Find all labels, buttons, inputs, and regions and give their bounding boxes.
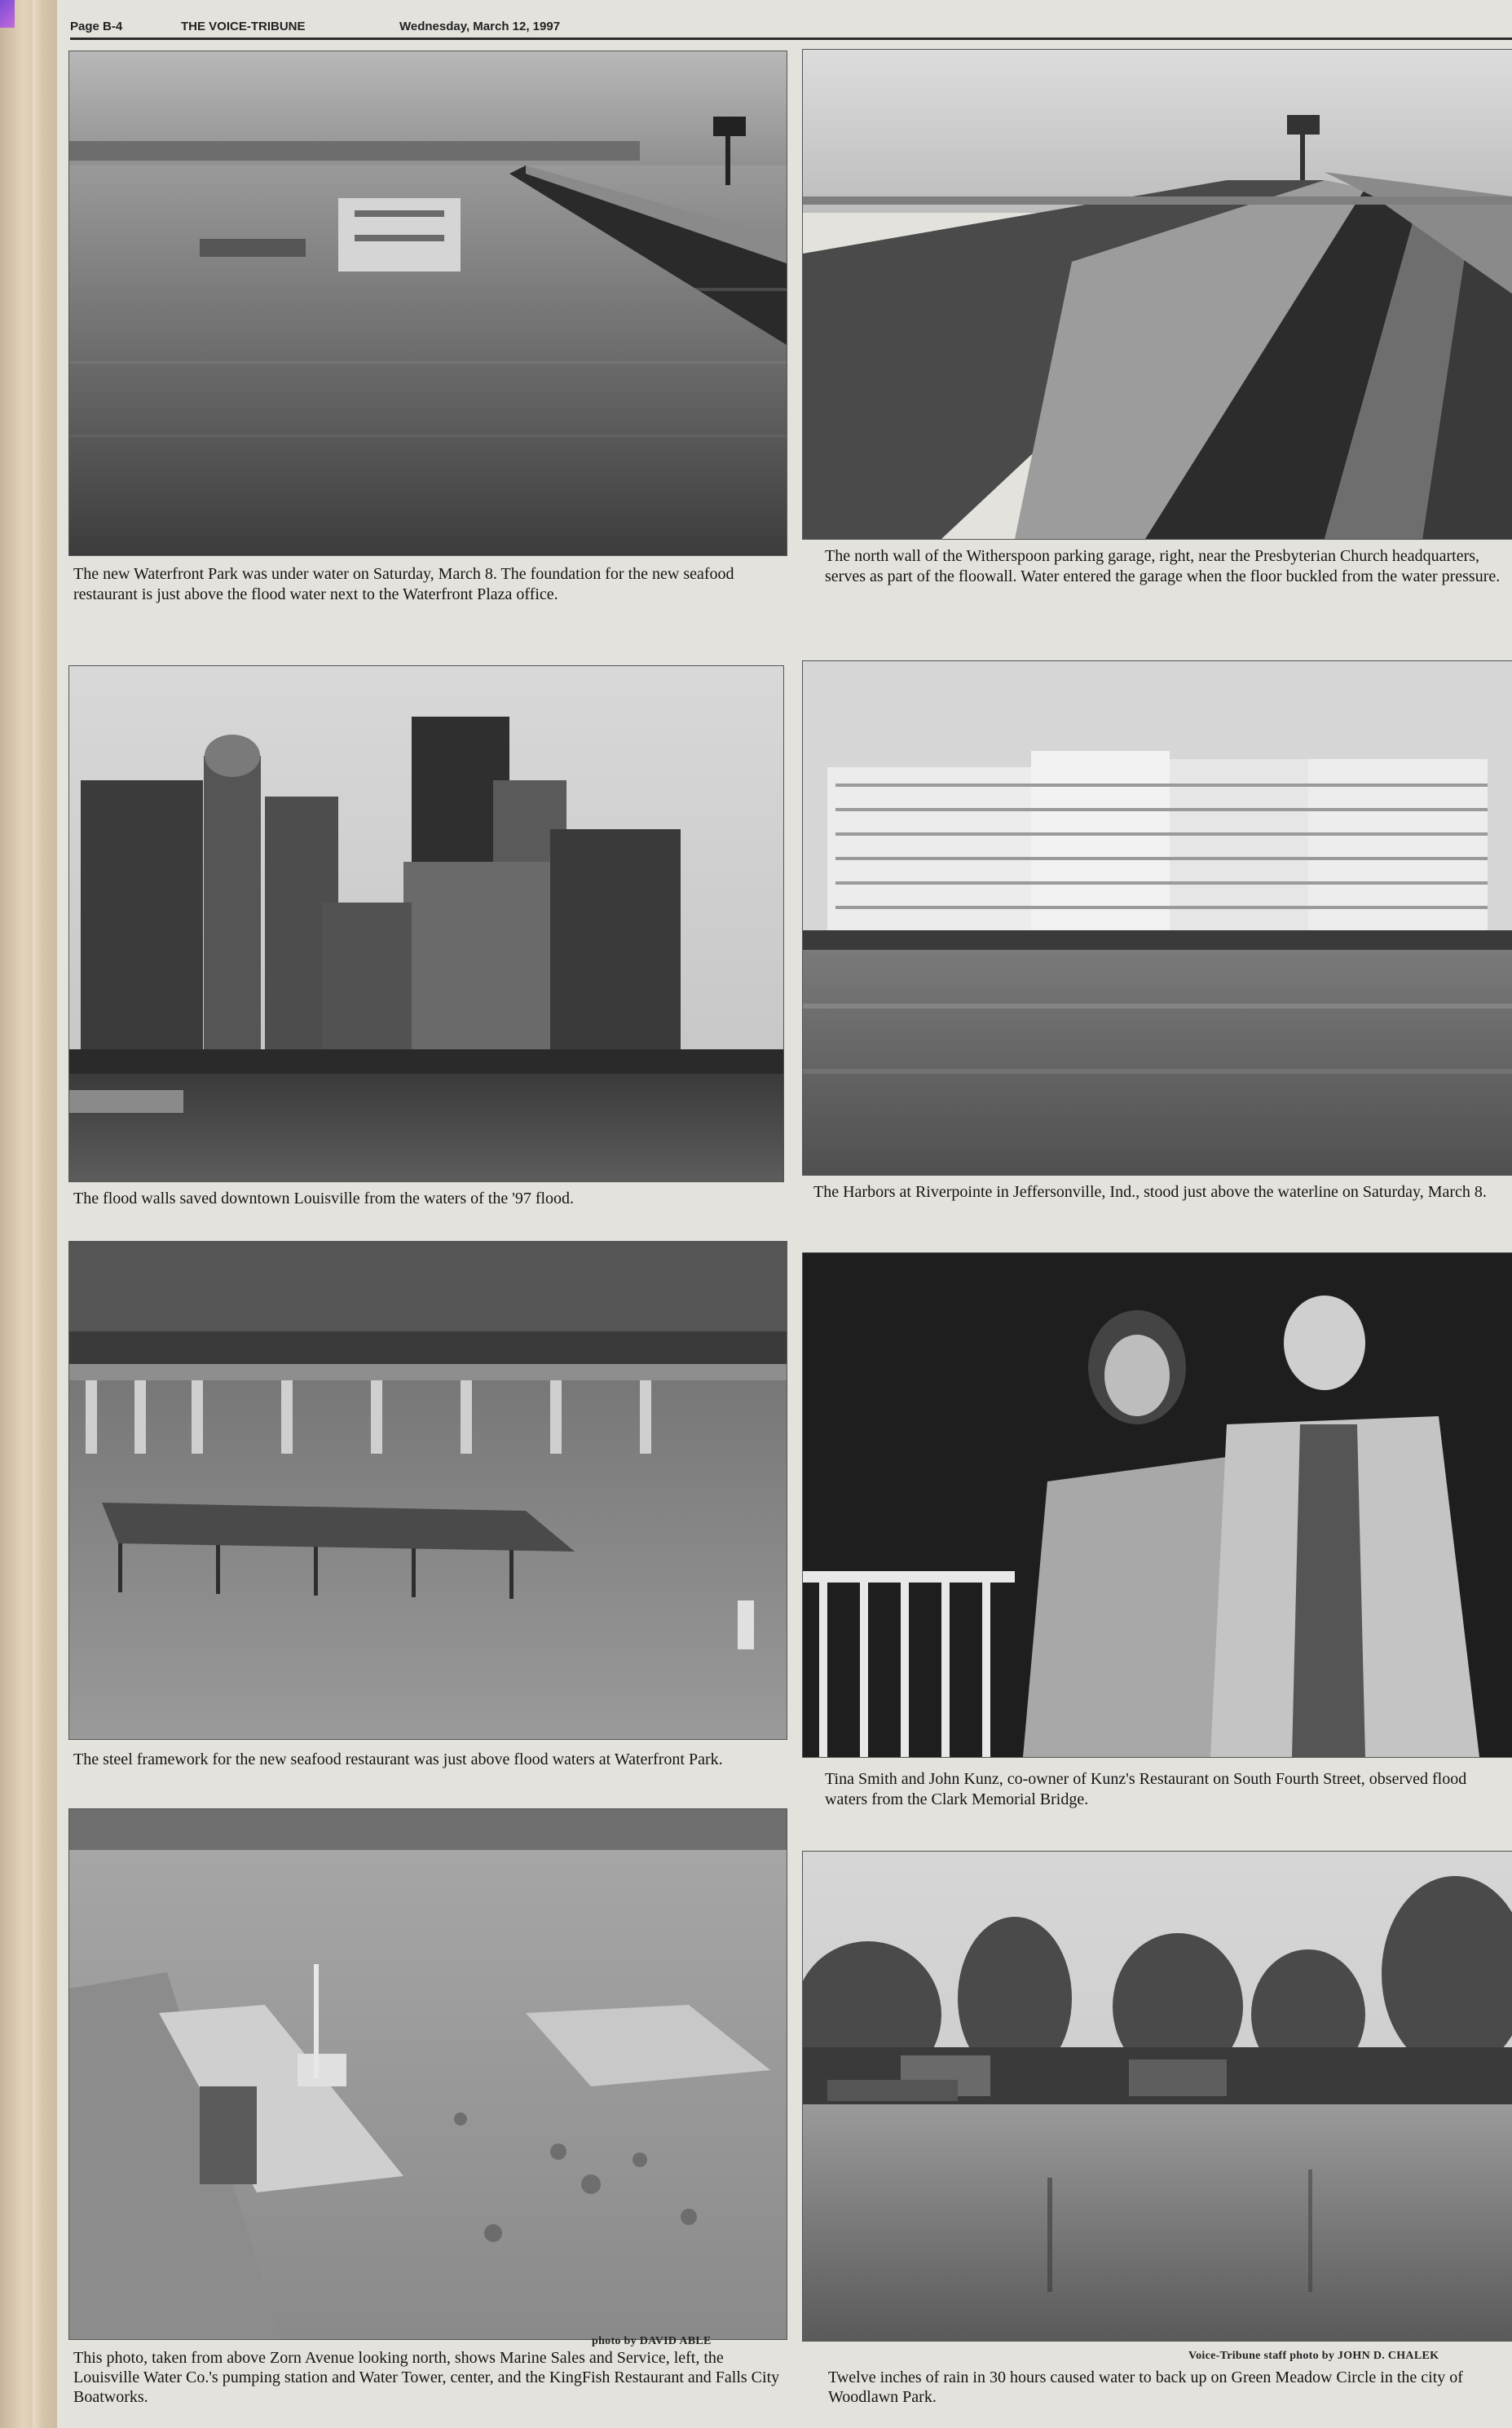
photo-zorn-avenue-aerial <box>68 1808 787 2340</box>
caption-photo-7: This photo, taken from above Zorn Avenue looking north, shows Marine Sales and Service, left, the Louisville Water Co.'s pumping station and Water Tower, center, and the KingFish Restaurant and Falls City Boatworks. <box>73 2349 780 2406</box>
caption-photo-5: The steel framework for the new seafood restaurant was just above flood waters at Waterfront Park. <box>73 1750 723 1768</box>
caption-photo-4: The Harbors at Riverpointe in Jeffersonville, Ind., stood just above the waterline on Saturday, March 8. <box>813 1183 1487 1201</box>
credit-photo-8: Voice-Tribune staff photo by JOHN D. CHALEK <box>1188 2350 1439 2362</box>
caption-photo-6: Tina Smith and John Kunz, co-owner of Kunz's Restaurant on South Fourth Street, observed flood waters from the Clark Memorial Bridge. <box>825 1770 1467 1808</box>
issue-date: Wednesday, March 12, 1997 <box>399 20 561 33</box>
page-number: Page B-4 <box>70 20 123 33</box>
photo-harbors-riverpointe <box>802 660 1512 1176</box>
caption-photo-3: The flood walls saved downtown Louisville from the waters of the '97 flood. <box>73 1190 575 1207</box>
photo-tina-smith-john-kunz <box>802 1252 1512 1758</box>
photo-waterfront-park <box>68 51 787 556</box>
paper-name: THE VOICE-TRIBUNE <box>181 20 306 33</box>
caption-photo-8: Twelve inches of rain in 30 hours caused water to back up on Green Meadow Circle in the city of Woodlawn Park. <box>828 2368 1463 2406</box>
masthead-rule <box>70 38 1512 40</box>
photo-green-meadow-circle <box>802 1851 1512 2342</box>
caption-photo-1: The new Waterfront Park was under water on Saturday, March 8. The foundation for the new seafood restaurant is just above the flood water next to the Waterfront Plaza office. <box>73 565 734 603</box>
newspaper-page <box>57 0 1512 2428</box>
caption-photo-2: The north wall of the Witherspoon parking garage, right, near the Presbyterian Church headquarters, serves as part of the floowall. Water entered the garage when the floor buckled from the water pressure. <box>825 547 1501 585</box>
book-binding <box>0 0 57 2428</box>
photo-witherspoon-garage <box>802 49 1512 540</box>
photo-downtown-louisville <box>68 665 784 1182</box>
binding-edge <box>33 0 44 2428</box>
photo-steel-framework <box>68 1241 787 1740</box>
credit-photo-7: photo by DAVID ABLE <box>592 2335 712 2347</box>
masthead <box>70 15 1512 39</box>
corner-tab <box>0 0 15 28</box>
